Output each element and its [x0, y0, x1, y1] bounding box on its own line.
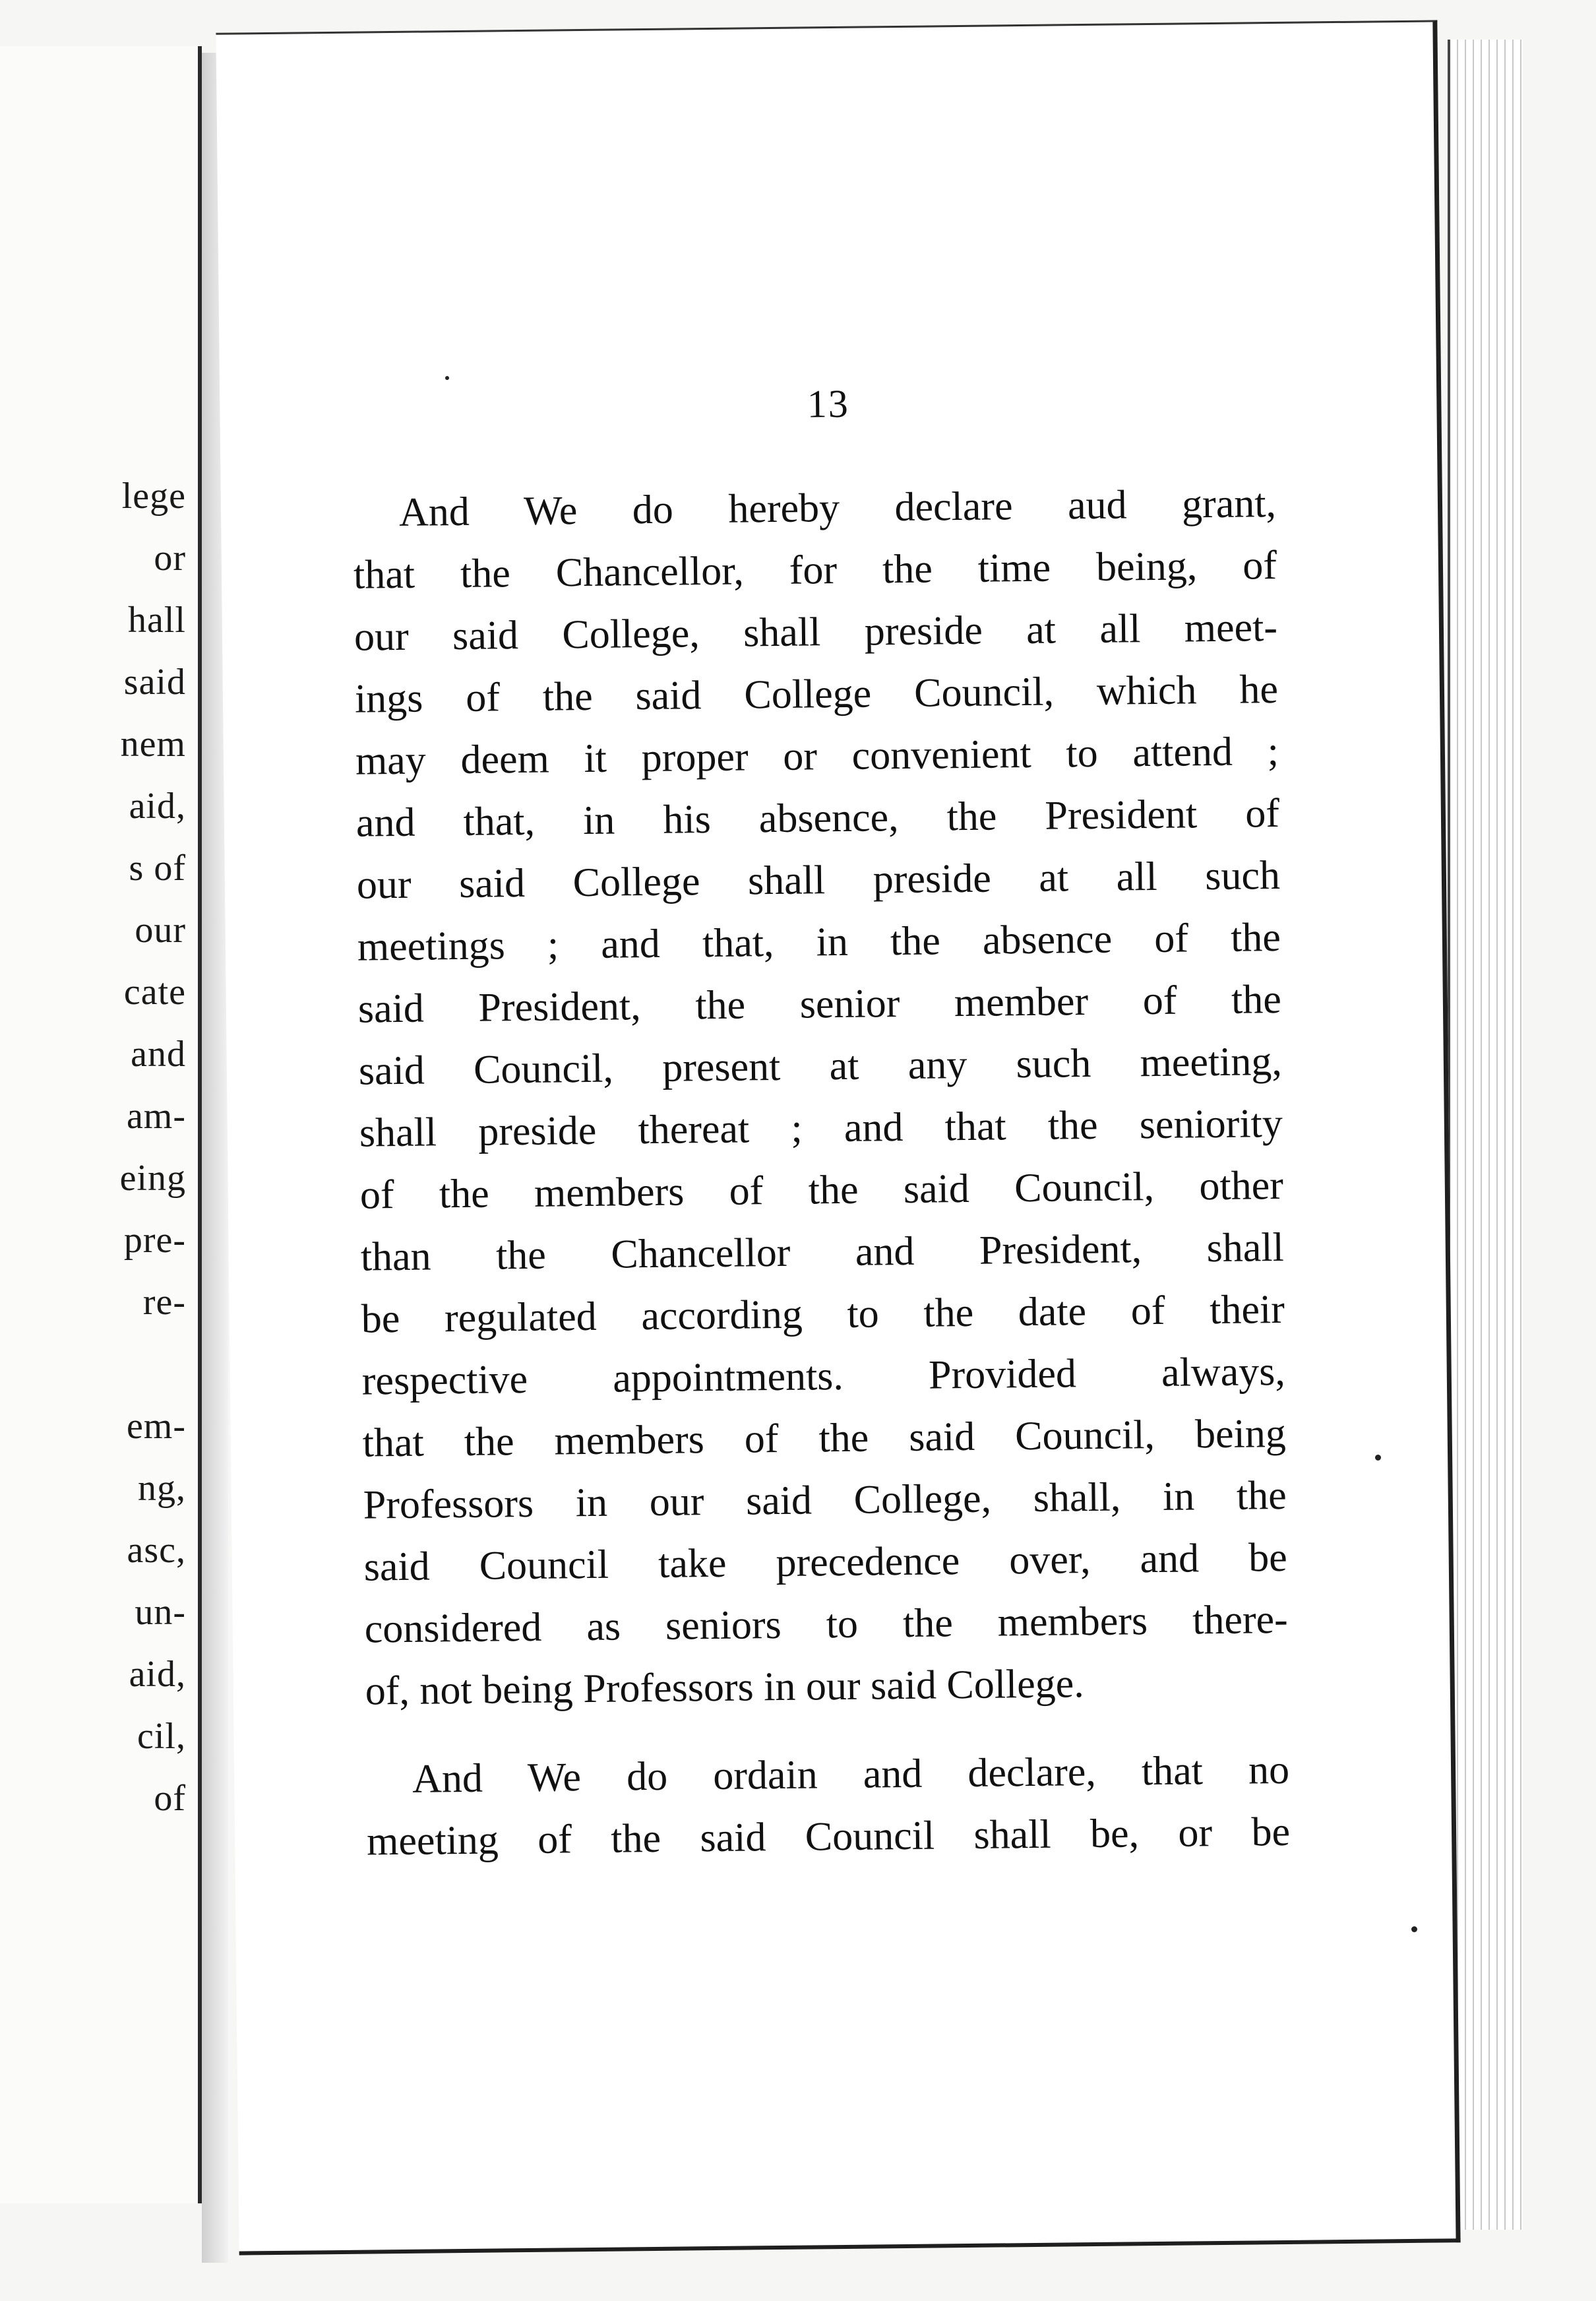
text-line: and that, in his absence, the President of	[355, 790, 1280, 846]
left-fragment: said	[123, 662, 186, 703]
text-line: of, not being Professors in our said College.	[365, 1661, 1085, 1714]
left-fragment: s of	[129, 848, 186, 889]
left-fragment: nem	[120, 724, 186, 765]
text-line: said President, the senior member of the	[357, 976, 1282, 1032]
text-line: And We do hereby declare aud grant,	[398, 480, 1277, 535]
left-fragment: and	[131, 1034, 186, 1075]
left-fragment: hall	[128, 600, 186, 641]
left-fragment: lege	[121, 476, 186, 517]
text-line: be regulated according to the date of their	[361, 1286, 1285, 1342]
left-fragment: cil,	[137, 1716, 186, 1757]
left-fragment: pre-	[123, 1220, 186, 1261]
page-edges	[1448, 40, 1523, 2230]
left-fragment: eing	[119, 1158, 186, 1199]
left-fragment: cate	[123, 972, 186, 1013]
text-line: Professors in our said College, shall, in the	[363, 1472, 1287, 1528]
text-line: ings of the said College Council, which he	[354, 666, 1279, 722]
left-fragment: re-	[142, 1282, 186, 1323]
text-line: may deem it proper or convenient to attend ;	[355, 728, 1279, 784]
text-line: our said College shall preside at all such	[356, 852, 1281, 908]
text-line: of the members of the said Council, other	[359, 1162, 1284, 1218]
page-number: 13	[807, 381, 850, 426]
ink-speck	[445, 376, 449, 380]
text-line: than the Chancellor and President, shall	[360, 1224, 1285, 1280]
body-text	[353, 472, 1291, 1873]
left-fragment: em-	[126, 1406, 186, 1447]
left-fragment: aid,	[129, 1654, 186, 1695]
main-page	[216, 20, 1460, 2255]
text-line: meetings ; and that, in the absence of the	[357, 914, 1281, 970]
left-fragment: ng,	[138, 1468, 186, 1509]
text-line: considered as seniors to the members there-	[364, 1596, 1289, 1652]
text-line: And We do ordain and declare, that no	[412, 1747, 1290, 1802]
text-line: said Council, present at any such meeting,	[358, 1038, 1283, 1094]
text-line: said Council take precedence over, and be	[363, 1534, 1288, 1590]
ink-speck	[1411, 1926, 1417, 1932]
text-line: shall preside thereat ; and that the seniority	[359, 1100, 1283, 1156]
left-fragment: aid,	[129, 786, 186, 827]
left-facing-page	[0, 46, 202, 2203]
ink-speck	[1375, 1455, 1381, 1461]
text-line: that the Chancellor, for the time being, of	[353, 542, 1277, 598]
left-fragment: of	[154, 1778, 186, 1819]
text-line: meeting of the said Council shall be, or be	[366, 1809, 1291, 1864]
left-fragment: asc,	[127, 1530, 186, 1571]
left-fragment: un-	[135, 1592, 186, 1633]
left-fragment: our	[135, 910, 186, 951]
left-fragment: or	[154, 538, 186, 579]
left-fragment: am-	[126, 1096, 186, 1137]
text-line: respective appointments. Provided always,	[361, 1348, 1286, 1404]
text-line: our said College, shall preside at all meet-	[353, 604, 1278, 660]
text-line: that the members of the said Council, being	[362, 1410, 1287, 1466]
